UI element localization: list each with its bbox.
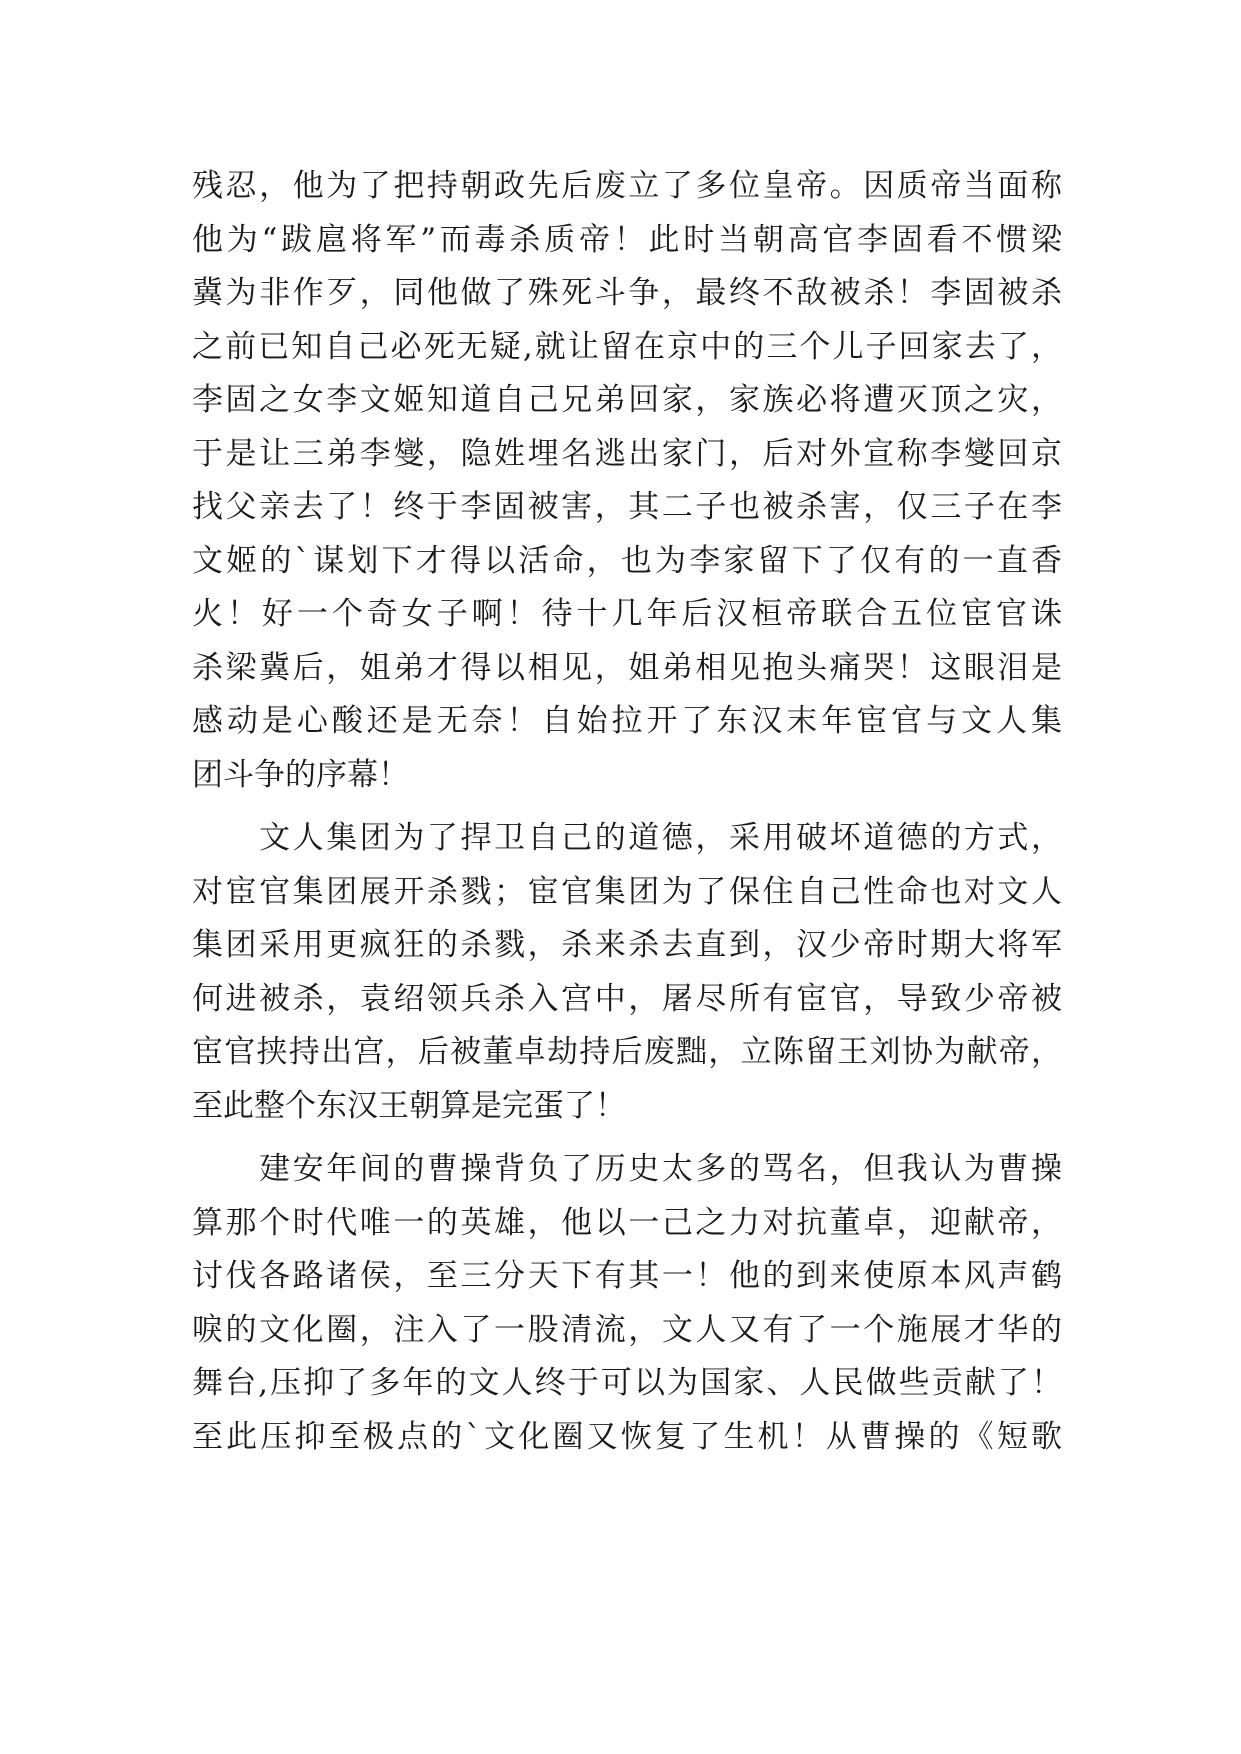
text-line: 建安年间的曹操背负了历史太多的骂名，但我认为曹操 (192, 1151, 1062, 1187)
text-line: 讨伐各路诸侯，至三分天下有其一！他的到来使原本风声鹤 (192, 1258, 1062, 1294)
text-line: 团斗争的序幕！ (192, 756, 409, 793)
text-line: 宦官挟持出宫，后被董卓劫持后废黜，立陈留王刘协为献帝， (192, 1034, 1062, 1070)
text-line: 杀梁冀后，姐弟才得以相见，姐弟相见抱头痛哭！这眼泪是 (192, 649, 1062, 686)
text-line: 文人集团为了捍卫自己的道德，采用破坏道德的方式， (192, 820, 1062, 856)
text-line: 舞台,压抑了多年的文人终于可以为国家、人民做些贡献了！ (192, 1365, 1062, 1401)
text-line: 至此压抑至极点的`文化圈又恢复了生机！从曹操的《短歌 (192, 1418, 1062, 1455)
paragraph-gap (192, 1133, 1062, 1143)
text-line: 何进被杀，袁绍领兵杀入宫中，屠尽所有宦官，导致少帝被 (192, 980, 1062, 1017)
document-body (192, 160, 1062, 1464)
text-line: 至此整个东汉王朝算是完蛋了！ (192, 1087, 626, 1124)
text-line: 对宦官集团展开杀戮；宦官集团为了保住自己性命也对文人 (192, 873, 1062, 910)
paragraph-3 (192, 1143, 1062, 1464)
paragraph-2 (192, 812, 1062, 1133)
text-line: 冀为非作歹，同他做了殊死斗争，最终不敌被杀！李固被杀 (192, 275, 1062, 311)
text-line: 文姬的`谋划下才得以活命，也为李家留下了仅有的一直香 (192, 542, 1062, 579)
paragraph-gap (192, 802, 1062, 812)
text-line: 之前已知自己必死无疑,就让留在京中的三个儿子回家去了， (192, 328, 1062, 365)
text-line: 感动是心酸还是无奈！自始拉开了东汉末年宦官与文人集 (192, 703, 1062, 739)
text-line: 他为“跋扈将军”而毒杀质帝！此时当朝高官李固看不惯梁 (192, 221, 1062, 258)
text-line: 集团采用更疯狂的杀戮，杀来杀去直到，汉少帝时期大将军 (192, 927, 1062, 963)
text-line: 找父亲去了！终于李固被害，其二子也被杀害，仅三子在李 (192, 489, 1062, 525)
text-line: 残忍，他为了把持朝政先后废立了多位皇帝。因质帝当面称 (192, 168, 1062, 204)
text-line: 李固之女李文姬知道自己兄弟回家，家族必将遭灭顶之灾， (192, 382, 1062, 418)
text-line: 火！好一个奇女子啊！待十几年后汉桓帝联合五位宦官诛 (192, 596, 1062, 632)
text-line: 算那个时代唯一的英雄，他以一己之力对抗董卓，迎献帝， (192, 1204, 1062, 1241)
text-line: 于是让三弟李燮，隐姓埋名逃出家门，后对外宣称李燮回京 (192, 435, 1062, 472)
paragraph-1 (192, 160, 1062, 802)
text-line: 唳的文化圈，注入了一股清流，文人又有了一个施展才华的 (192, 1311, 1062, 1348)
